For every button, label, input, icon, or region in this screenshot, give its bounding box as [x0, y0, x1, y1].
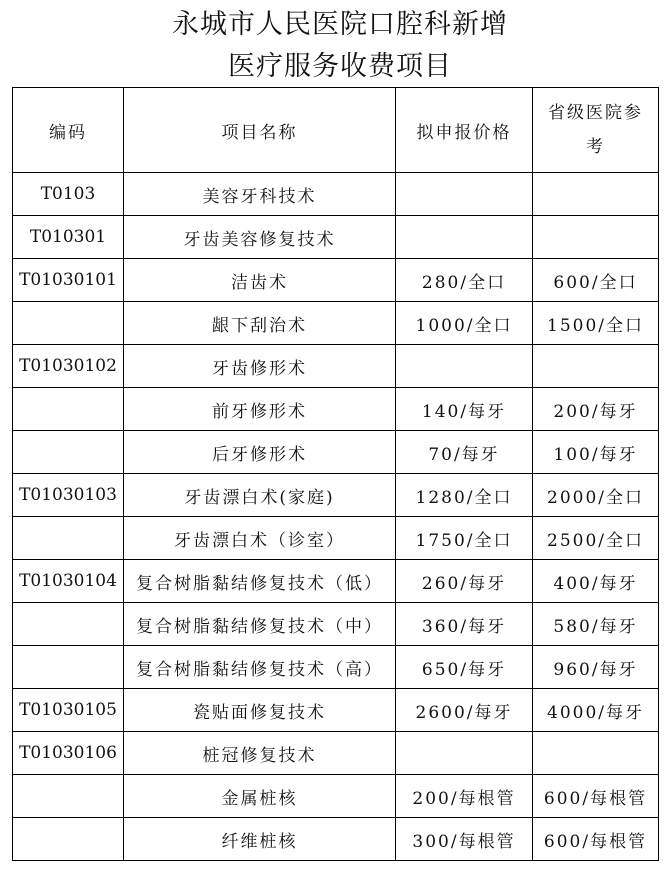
header-code: 编码	[13, 88, 124, 173]
cell-item-name: 龈下刮治术	[124, 302, 396, 345]
cell-code	[13, 775, 124, 818]
cell-proposed-price: 1280/全口	[396, 474, 533, 517]
table-row	[13, 173, 659, 216]
table-row	[13, 775, 659, 818]
cell-code	[13, 431, 124, 474]
cell-proposed-price: 260/每牙	[396, 560, 533, 603]
table-row	[13, 474, 659, 517]
table-header-row	[13, 88, 659, 173]
header-item-name: 项目名称	[124, 88, 396, 173]
cell-proposed-price: 1000/全口	[396, 302, 533, 345]
table-row	[13, 560, 659, 603]
cell-item-name: 复合树脂黏结修复技术（低）	[124, 560, 396, 603]
table-row	[13, 431, 659, 474]
cell-item-name: 复合树脂黏结修复技术（中）	[124, 603, 396, 646]
cell-item-name: 牙齿漂白术(家庭)	[124, 474, 396, 517]
cell-item-name: 牙齿美容修复技术	[124, 216, 396, 259]
cell-proposed-price: 70/每牙	[396, 431, 533, 474]
fee-table	[12, 87, 659, 861]
cell-item-name: 前牙修形术	[124, 388, 396, 431]
cell-reference-price: 400/每牙	[533, 560, 659, 603]
cell-reference-price: 2500/全口	[533, 517, 659, 560]
cell-reference-price: 960/每牙	[533, 646, 659, 689]
cell-reference-price	[533, 345, 659, 388]
cell-code	[13, 818, 124, 861]
cell-item-name: 后牙修形术	[124, 431, 396, 474]
cell-proposed-price: 1750/全口	[396, 517, 533, 560]
cell-item-name: 金属桩核	[124, 775, 396, 818]
cell-proposed-price: 200/每根管	[396, 775, 533, 818]
cell-reference-price	[533, 173, 659, 216]
table-row	[13, 689, 659, 732]
cell-reference-price: 100/每牙	[533, 431, 659, 474]
document-title-line-1: 永城市人民医院口腔科新增	[172, 9, 508, 40]
cell-code: T010301	[13, 216, 124, 259]
table-row	[13, 302, 659, 345]
cell-proposed-price: 360/每牙	[396, 603, 533, 646]
cell-item-name: 纤维桩核	[124, 818, 396, 861]
cell-code	[13, 302, 124, 345]
cell-code: T0103	[13, 173, 124, 216]
cell-reference-price	[533, 216, 659, 259]
table-row	[13, 388, 659, 431]
cell-reference-price: 1500/全口	[533, 302, 659, 345]
cell-proposed-price	[396, 173, 533, 216]
cell-code: T01030105	[13, 689, 124, 732]
cell-reference-price: 200/每牙	[533, 388, 659, 431]
cell-item-name: 复合树脂黏结修复技术（高）	[124, 646, 396, 689]
table-row	[13, 259, 659, 302]
cell-proposed-price: 650/每牙	[396, 646, 533, 689]
cell-reference-price: 600/每根管	[533, 818, 659, 861]
cell-item-name: 洁齿术	[124, 259, 396, 302]
header-provincial-reference: 省级医院参考	[533, 88, 659, 173]
cell-proposed-price: 2600/每牙	[396, 689, 533, 732]
cell-reference-price: 4000/每牙	[533, 689, 659, 732]
cell-proposed-price	[396, 216, 533, 259]
cell-item-name: 牙齿修形术	[124, 345, 396, 388]
cell-proposed-price: 300/每根管	[396, 818, 533, 861]
document-title-line-2: 医疗服务收费项目	[228, 51, 452, 82]
cell-reference-price: 2000/全口	[533, 474, 659, 517]
table-row	[13, 603, 659, 646]
cell-code	[13, 646, 124, 689]
cell-reference-price: 580/每牙	[533, 603, 659, 646]
cell-code: T01030106	[13, 732, 124, 775]
cell-item-name: 美容牙科技术	[124, 173, 396, 216]
cell-code: T01030101	[13, 259, 124, 302]
cell-reference-price: 600/每根管	[533, 775, 659, 818]
table-row	[13, 517, 659, 560]
cell-code	[13, 603, 124, 646]
cell-code: T01030104	[13, 560, 124, 603]
cell-code: T01030102	[13, 345, 124, 388]
cell-code: T01030103	[13, 474, 124, 517]
table-row	[13, 345, 659, 388]
cell-proposed-price	[396, 345, 533, 388]
cell-code	[13, 517, 124, 560]
table-row	[13, 732, 659, 775]
cell-proposed-price	[396, 732, 533, 775]
cell-item-name: 桩冠修复技术	[124, 732, 396, 775]
cell-item-name: 瓷贴面修复技术	[124, 689, 396, 732]
table-row	[13, 646, 659, 689]
cell-reference-price: 600/全口	[533, 259, 659, 302]
table-row	[13, 216, 659, 259]
table-row	[13, 818, 659, 861]
cell-proposed-price: 140/每牙	[396, 388, 533, 431]
cell-proposed-price: 280/全口	[396, 259, 533, 302]
header-proposed-price: 拟申报价格	[396, 88, 533, 173]
cell-item-name: 牙齿漂白术（诊室）	[124, 517, 396, 560]
cell-reference-price	[533, 732, 659, 775]
cell-code	[13, 388, 124, 431]
